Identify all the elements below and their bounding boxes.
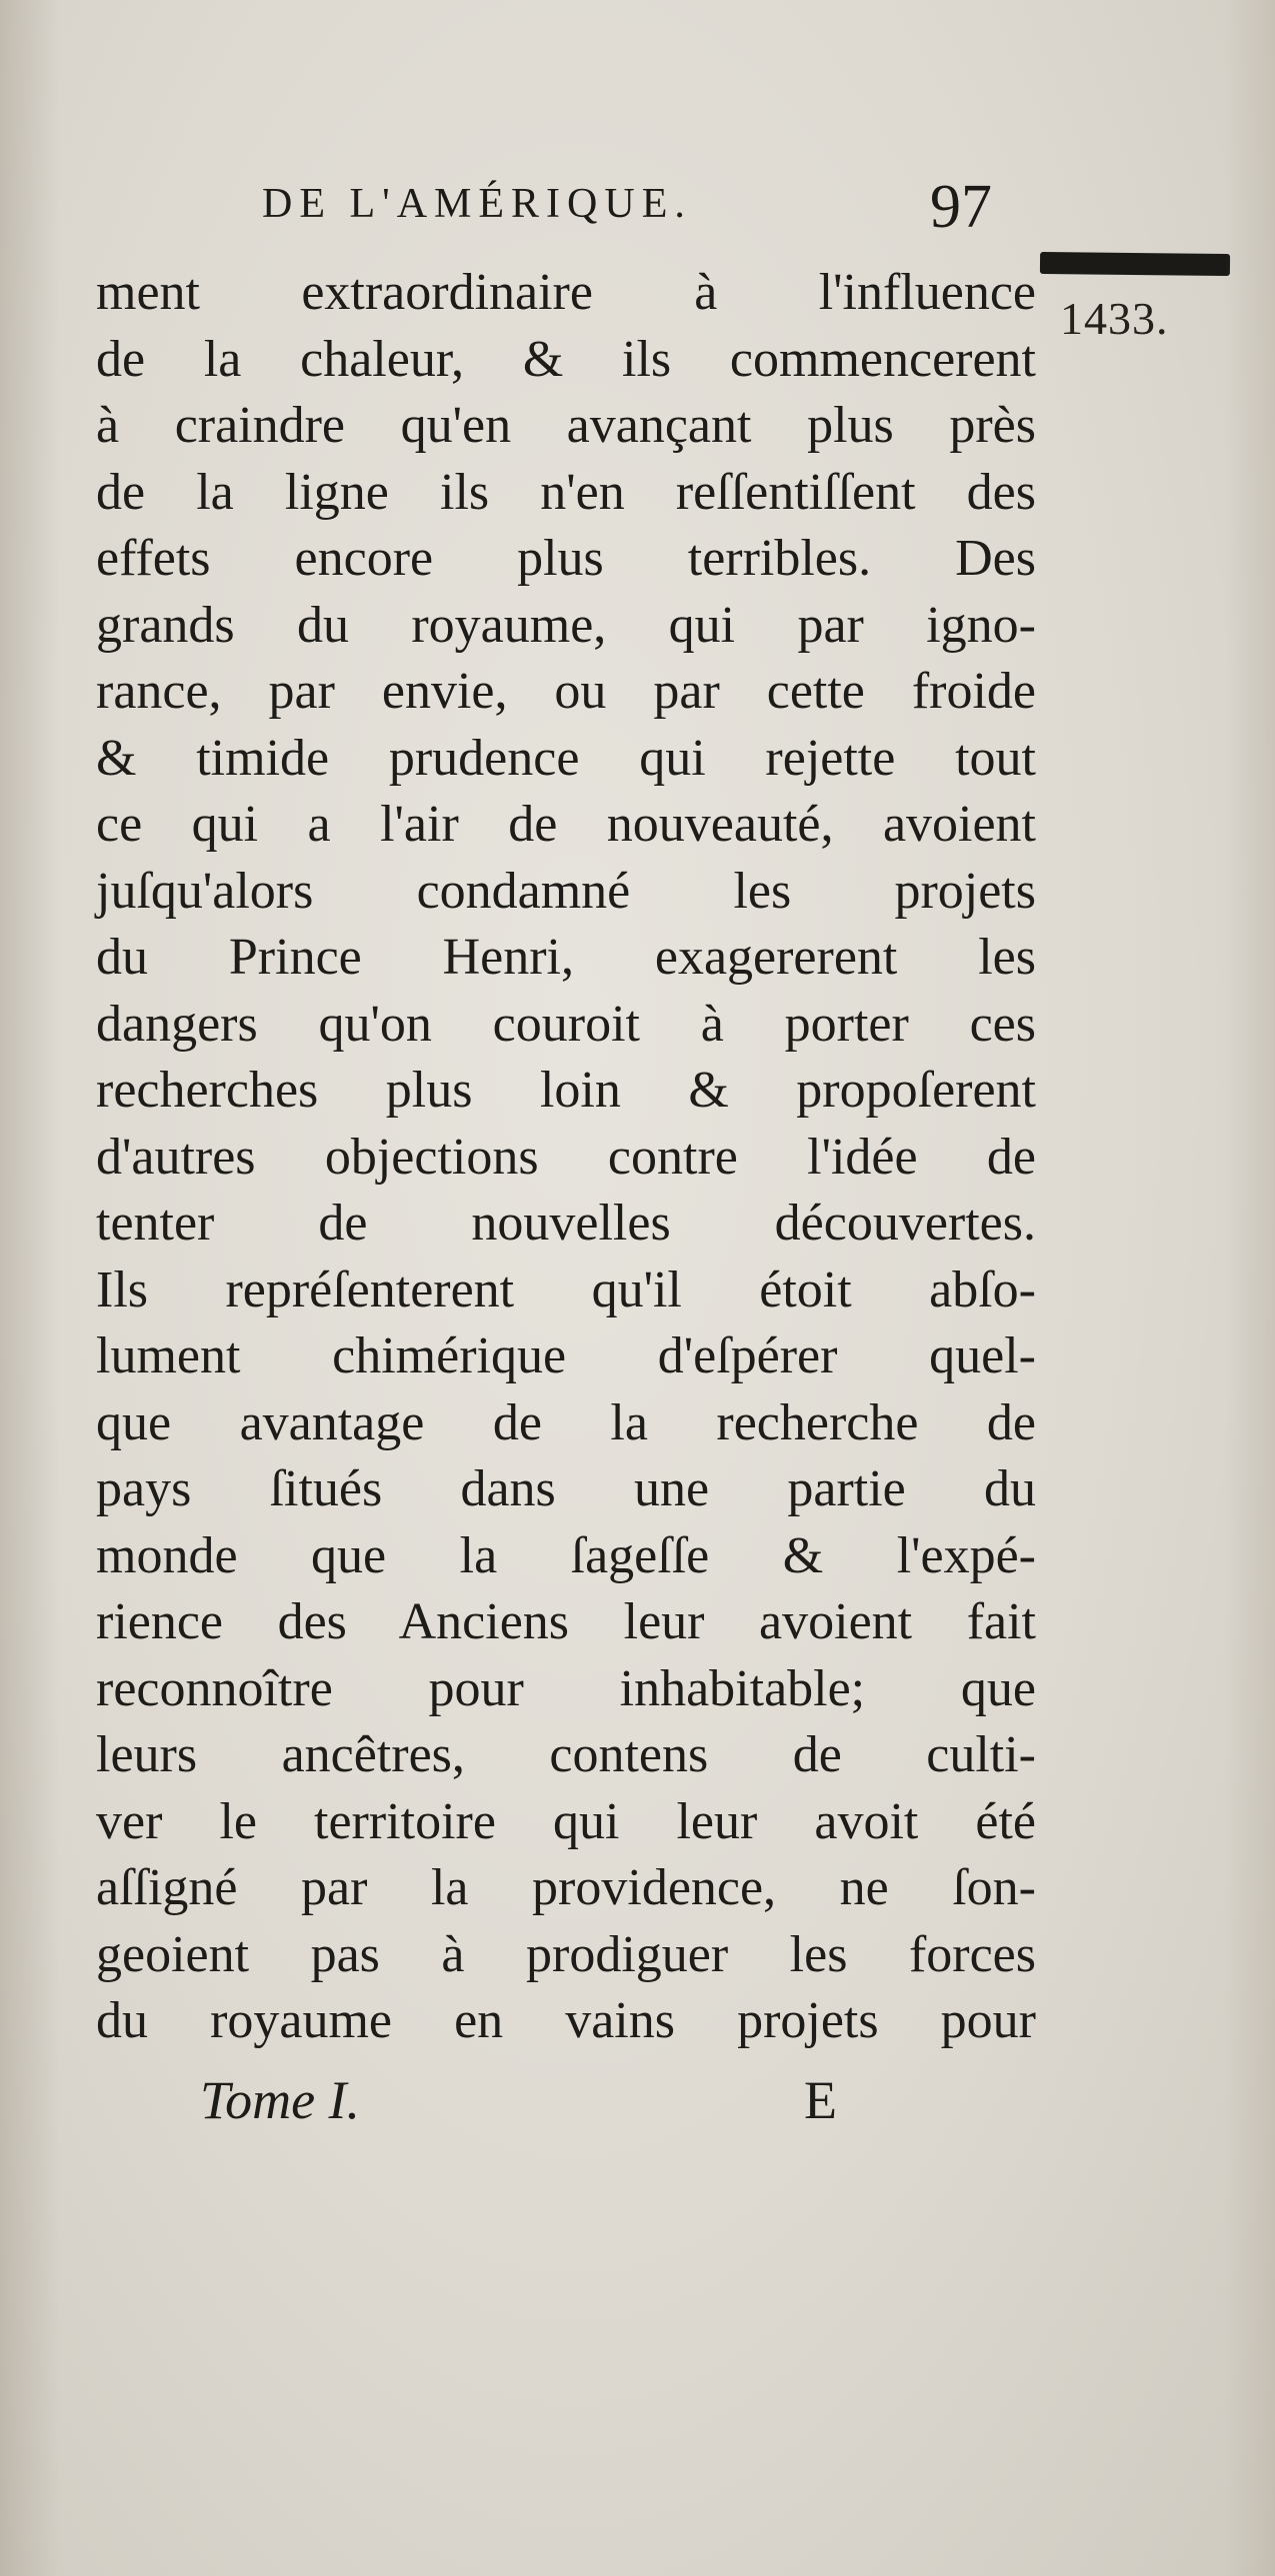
page-number: 97 xyxy=(930,173,992,241)
text-line: de la ligne ils n'en reſſentiſſent des xyxy=(96,463,1036,521)
text-line: & timide prudence qui rejette tout xyxy=(96,729,1036,787)
text-line: Ils repréſenterent qu'il étoit abſo- xyxy=(96,1261,1036,1318)
text-line: à craindre qu'en avançant plus près xyxy=(96,397,1036,454)
volume-signature: Tome I. xyxy=(200,2070,361,2130)
text-line: de la chaleur, & ils commencerent xyxy=(96,330,1036,388)
text-line: ver le territoire qui leur avoit été xyxy=(96,1792,1036,1850)
text-line: rience des Anciens leur avoient fait xyxy=(96,1593,1036,1650)
margin-year-note: 1433. xyxy=(1060,293,1169,344)
text-line: recherches plus loin & propoſerent xyxy=(96,1062,1036,1119)
gathering-mark: E xyxy=(804,2070,837,2130)
text-line: lument chimérique d'eſpérer quel- xyxy=(96,1327,1036,1384)
text-line: juſqu'alors condamné les projets xyxy=(96,862,1036,920)
text-line: aſſigné par la providence, ne ſon- xyxy=(96,1859,1036,1916)
margin-rule xyxy=(1040,252,1230,276)
running-head xyxy=(262,172,1022,242)
text-line: leurs ancêtres, contens de culti- xyxy=(96,1726,1036,1783)
running-title: DE L'AMÉRIQUE. xyxy=(262,181,692,227)
text-line: monde que la ſageſſe & l'expé- xyxy=(96,1526,1036,1584)
text-line: effets encore plus terribles. Des xyxy=(96,530,1036,587)
page-footer xyxy=(200,2069,900,2149)
text-line: dangers qu'on couroit à porter ces xyxy=(96,995,1036,1053)
text-line: ce qui a l'air de nouveauté, avoient xyxy=(96,796,1036,853)
text-line: tenter de nouvelles découvertes. xyxy=(96,1195,1036,1252)
body-text xyxy=(96,260,1036,2055)
text-line: rance, par envie, ou par cette froide xyxy=(96,663,1036,720)
text-line: ment extraordinaire à l'influence xyxy=(96,264,1036,321)
text-line: geoient pas à prodiguer les forces xyxy=(96,1925,1036,1983)
text-line: reconnoître pour inhabitable; que xyxy=(96,1659,1036,1717)
text-line: que avantage de la recherche de xyxy=(96,1393,1036,1451)
text-line: d'autres objections contre l'idée de xyxy=(96,1128,1036,1186)
text-line: pays ſitués dans une partie du xyxy=(96,1460,1036,1517)
text-line: du royaume en vains projets pour xyxy=(96,1992,1036,2049)
text-line: grands du royaume, qui par igno- xyxy=(96,596,1036,654)
text-line: du Prince Henri, exagererent les xyxy=(96,929,1036,986)
